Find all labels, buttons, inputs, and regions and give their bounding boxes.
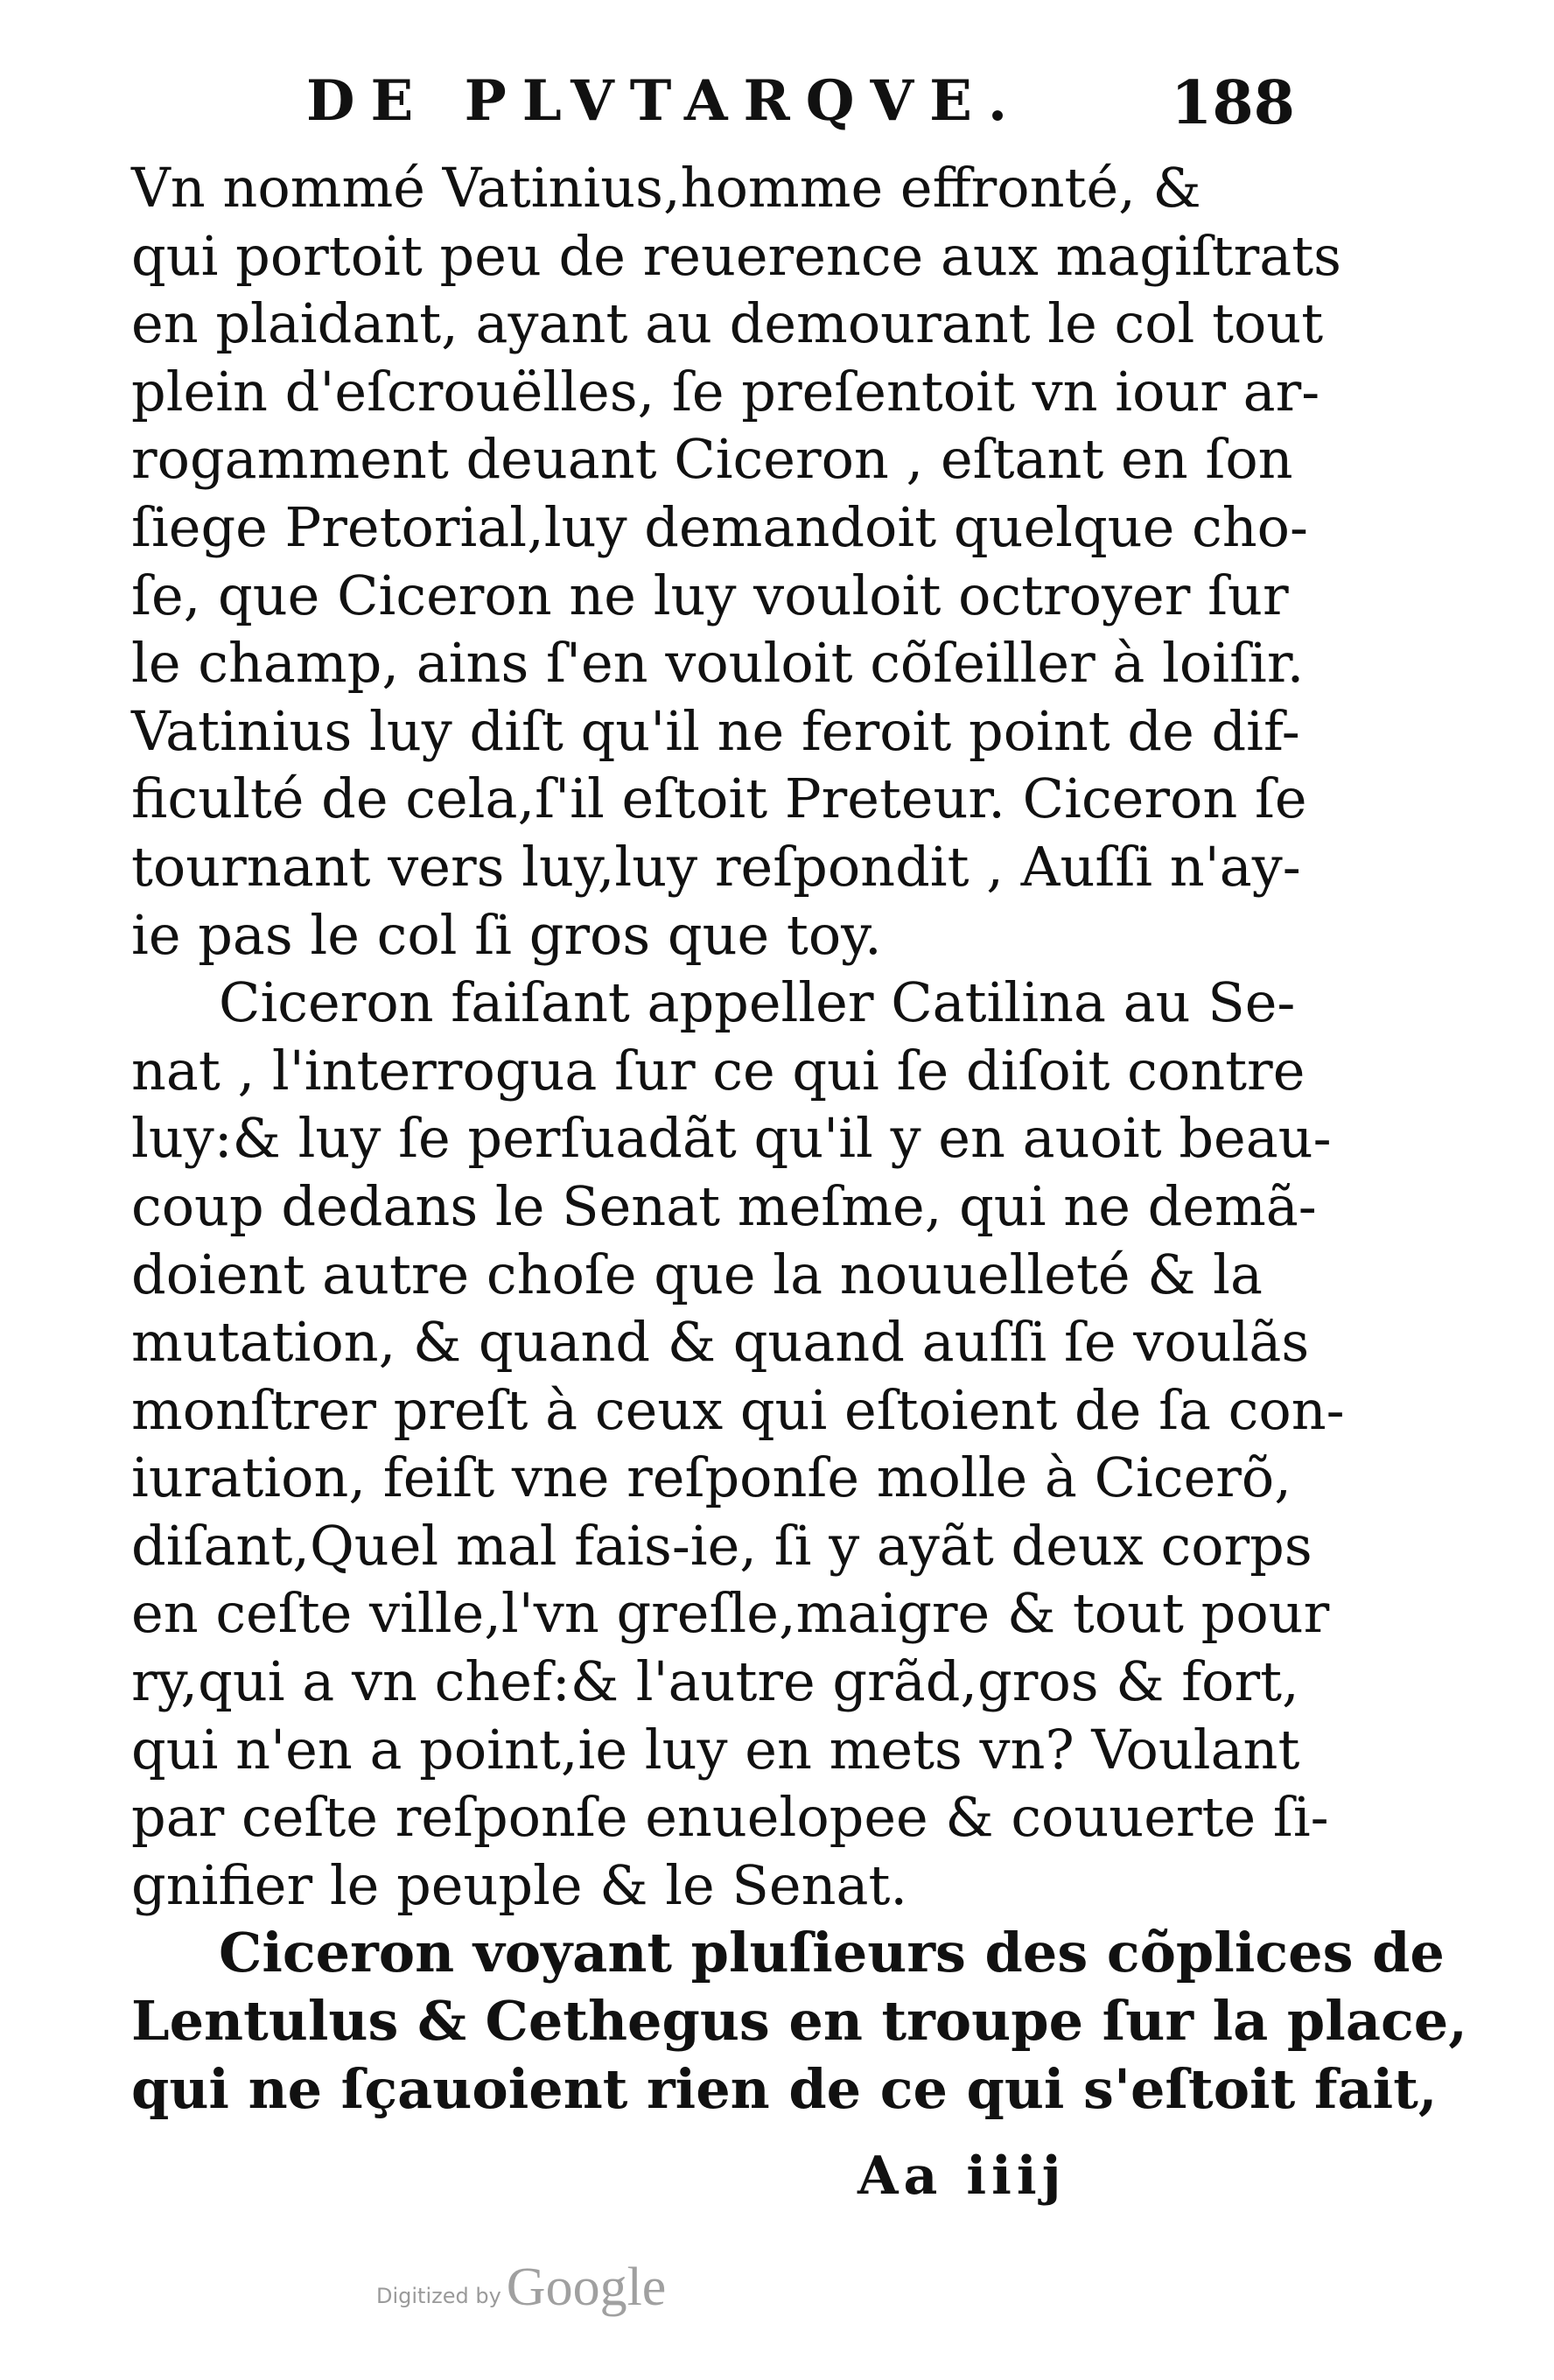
text-line: rogamment deuant Ciceron , eſtant en ſon: [131, 427, 1293, 492]
text-line: en ceſte ville,l'vn greſle,maigre & tout pour: [131, 1581, 1330, 1646]
digitized-watermark: [376, 2249, 666, 2319]
text-line: qui ne ſçauoient rien de ce qui s'eſtoit fait,: [131, 2056, 1438, 2121]
running-title: DE PLVTARQVE.: [306, 68, 1024, 134]
text-line: Lentulus & Cethegus en troupe ſur la place,: [131, 1989, 1467, 2054]
text-line: ficulté de cela,ſ'il eſtoit Preteur. Ciceron ſe: [131, 766, 1307, 831]
text-line: ſiege Pretorial,luy demandoit quelque cho-: [131, 494, 1308, 559]
body-text: [131, 154, 1467, 2123]
text-line: monſtrer preſt à ceux qui eſtoient de ſa con-: [131, 1377, 1345, 1442]
text-line: luy:& luy ſe perſuadãt qu'il y en auoit beau-: [131, 1106, 1332, 1171]
text-line: le champ, ains ſ'en vouloit cõſeiller à loiſir.: [131, 631, 1305, 696]
text-line: tournant vers luy,luy reſpondit , Auſſi n'ay-: [131, 834, 1301, 899]
text-line: coup dedans le Senat meſme, qui ne demã-: [131, 1173, 1317, 1238]
digitized-prefix: Digitized by: [376, 2284, 501, 2308]
text-line: doient autre choſe que la nouuelleté & la: [131, 1242, 1263, 1306]
text-line: mutation, & quand & quand auſſi ſe voulãs: [131, 1310, 1310, 1375]
text-line: nat , l'interrogua ſur ce qui ſe diſoit contre: [131, 1038, 1306, 1102]
signature-mark: Aa iiij: [858, 2146, 1067, 2207]
text-line: diſant,Quel mal fais-ie, ſi y ayãt deux corps: [131, 1513, 1312, 1578]
google-logo: Google: [506, 2258, 667, 2317]
text-line: Vn nommé Vatinius,homme effronté, &: [131, 156, 1201, 220]
text-line: Ciceron voyant pluſieurs des cõplices de: [219, 1921, 1445, 1985]
text-line: Vatinius luy diſt qu'il ne feroit point de dif-: [131, 698, 1300, 763]
text-line: Ciceron faiſant appeller Catilina au Se-: [219, 970, 1296, 1035]
text-line: iuration, feiſt vne reſponſe molle à Cicerõ,: [131, 1446, 1292, 1510]
text-line: qui portoit peu de reuerence aux magiſtrats: [131, 223, 1341, 288]
text-line: qui n'en a point,ie luy en mets vn? Voulant: [131, 1717, 1300, 1782]
text-line: gnifier le peuple & le Senat.: [131, 1852, 908, 1917]
text-line: ſe, que Ciceron ne luy vouloit octroyer ſur: [131, 563, 1289, 627]
text-line: ie pas le col ſi gros que toy.: [131, 902, 882, 967]
text-line: par ceſte reſponſe enuelopee & couuerte ſi-: [131, 1785, 1329, 1850]
page-header: [131, 68, 1295, 152]
text-line: plein d'eſcrouëlles, ſe preſentoit vn iour ar-: [131, 359, 1320, 424]
text-line: ry,qui a vn chef:& l'autre grãd,gros & fort,: [131, 1649, 1299, 1714]
page-number: 188: [1171, 68, 1295, 138]
text-line: en plaidant, ayant au demourant le col tout: [131, 291, 1324, 356]
